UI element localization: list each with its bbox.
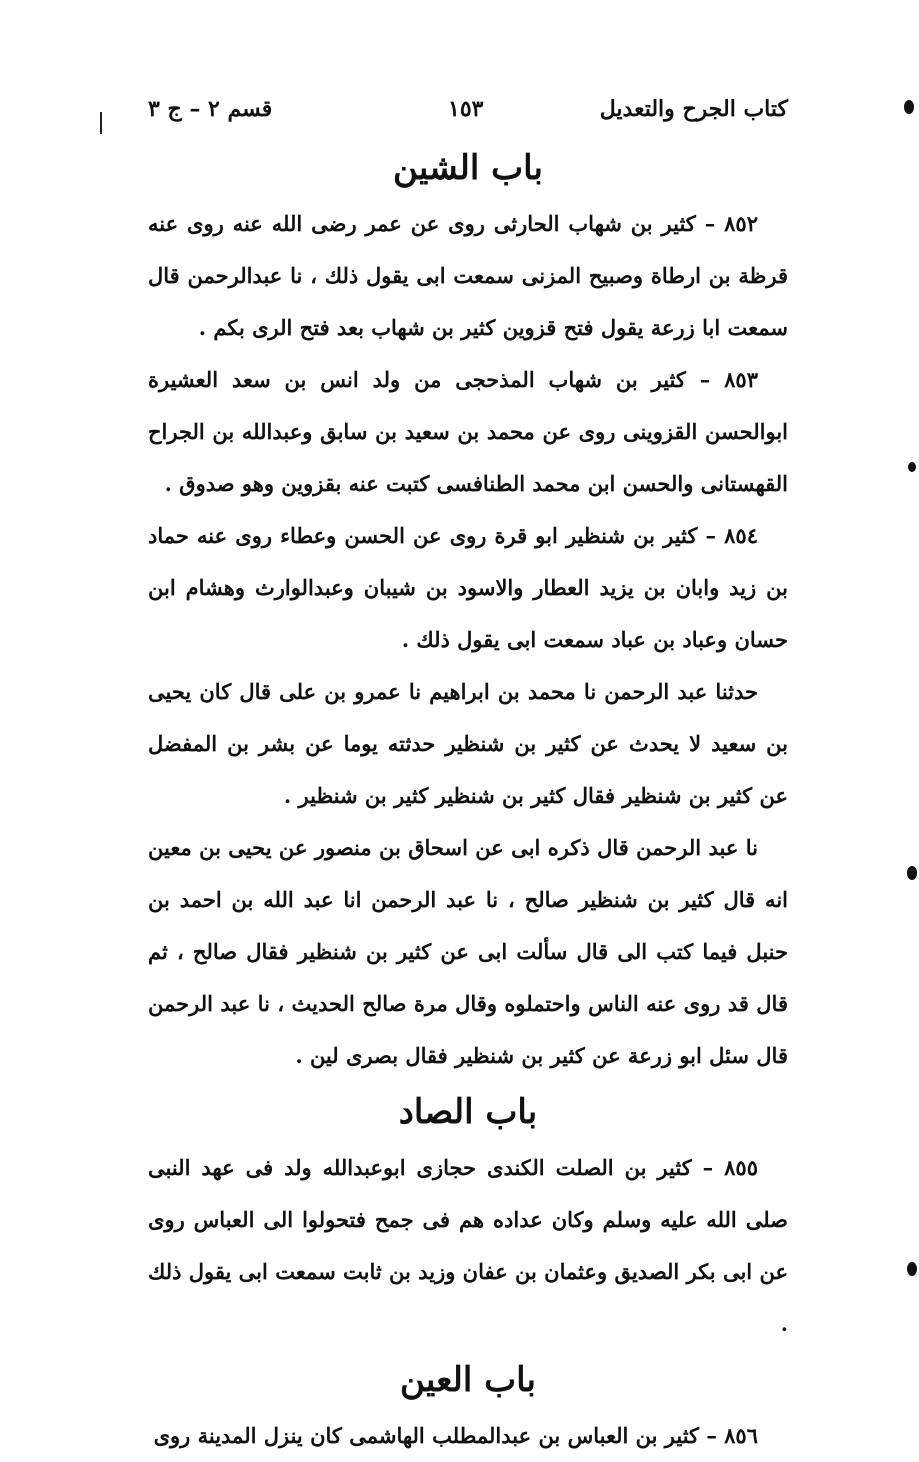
book-title: كتاب الجرح والتعديل bbox=[599, 96, 788, 122]
entry-856: ٨٥٦ – كثير بن العباس بن عبدالمطلب الهاشمى كان ينزل المدينة روى bbox=[153, 1423, 758, 1448]
volume-label: قسم ٢ – ج ٣ bbox=[148, 96, 273, 122]
entry-855: ٨٥٥ – كثير بن الصلت الكندى حجازى ابوعبدالله ولد فى عهد النبى صلى الله عليه وسلم وكان عداده هم فى جمح فتحولوا الى العباس روى عن ابى بكر الصديق وعثمان بن عفان وزيد بن ثابت سمعت ابى يقول ذلك . bbox=[148, 1155, 788, 1336]
entry-854-narration: حدثنا عبد الرحمن نا محمد بن ابراهيم نا عمرو بن على قال كان يحيى بن سعيد لا يحدث عن كثير بن شنظير حدثته يوما عن بشر بن المفضل عن كثير بن شنظير فقال كثير بن شنظير كثير بن شنظير . bbox=[148, 679, 788, 808]
margin-mark bbox=[100, 112, 102, 134]
scan-speck bbox=[904, 100, 914, 114]
entry-854: ٨٥٤ – كثير بن شنظير ابو قرة روى عن الحسن وعطاء روى عنه حماد بن زيد وابان بن يزيد العطار والاسود بن شيبان وعبدالوارث وهشام ابن حسان وعباد بن عباد سمعت ابى يقول ذلك . bbox=[148, 523, 788, 652]
scan-speck bbox=[908, 462, 916, 472]
page-number: ١٥٣ bbox=[448, 96, 484, 122]
scan-speck bbox=[907, 866, 917, 880]
running-header bbox=[148, 92, 788, 132]
entry-853: ٨٥٣ – كثير بن شهاب المذحجى من ولد انس بن سعد العشيرة ابوالحسن القزوينى روى عن محمد بن سعيد بن سابق وعبدالله بن الجراح القهستانى والحسن ابن محمد الطنافسى كتبت عنه بقزوين وهو صدوق . bbox=[148, 367, 788, 496]
section-title-ayn: باب العين bbox=[399, 1360, 537, 1400]
entry-852: ٨٥٢ – كثير بن شهاب الحارثى روى عن عمر رضى الله عنه روى عنه قرظة بن ارطاة وصبيح المزنى سمعت ابى يقول ذلك ، نا عبدالرحمن قال سمعت ابا زرعة يقول فتح قزوين كثير بن شهاب بعد فتح الرى بكم . bbox=[148, 211, 788, 340]
section-title-sad: باب الصاد bbox=[398, 1092, 538, 1132]
section-title-shin: باب الشين bbox=[393, 148, 543, 188]
entry-854-assessment: نا عبد الرحمن قال ذكره ابى عن اسحاق بن منصور عن يحيى بن معين انه قال كثير بن شنظير صالح ، نا عبد الرحمن انا عبد الله بن احمد بن حنبل فيما كتب الى قال سألت ابى عن كثير بن شنظير فقال صالح ، ثم قال قد روى عنه الناس واحتملوه وقال مرة صالح الحديث ، نا عبد الرحمن قال سئل ابو زرعة عن كثير بن شنظير فقال بصرى لين . bbox=[148, 835, 788, 1068]
scan-speck bbox=[907, 1262, 917, 1276]
page-body bbox=[148, 138, 788, 1462]
